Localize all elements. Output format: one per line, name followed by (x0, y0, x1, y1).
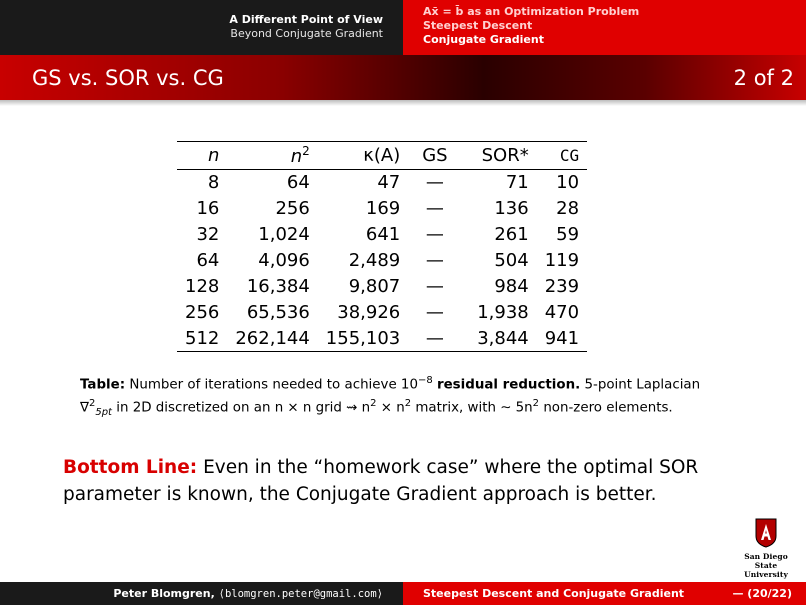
table-cell: 470 (544, 302, 580, 323)
footer-talk-info (403, 582, 806, 605)
table-cell: 941 (544, 327, 580, 349)
table-cell: — (425, 172, 444, 194)
table-cell: 64 (286, 172, 310, 194)
logo-line-1: San Diego State (744, 552, 788, 570)
iterations-table (177, 141, 587, 352)
table-cell: 3,844 (477, 327, 529, 349)
table-cell: 38,926 (337, 302, 401, 323)
nav-section-title: A Different Point of View (229, 13, 383, 26)
table-cell: 128 (185, 276, 220, 297)
table-row (177, 222, 587, 248)
bottom-line-text: Even in the “homework case” where the optimal SOR parameter is known, the Conjugate Gradient approach is better. (63, 457, 699, 505)
table-cell: 119 (544, 250, 580, 271)
table-row (177, 274, 587, 300)
table-cell: 32 (196, 224, 220, 245)
table-cell: 28 (556, 198, 580, 219)
table-cell: 10 (556, 172, 580, 194)
table-cell: 59 (556, 224, 580, 245)
table-cell: 1,024 (258, 224, 310, 245)
table-row (177, 326, 587, 352)
table-cell: — (425, 327, 444, 349)
top-navigation (0, 0, 806, 55)
table-cell: — (425, 198, 444, 219)
table-cell: 4,096 (258, 250, 310, 271)
table-cell: — (425, 224, 444, 245)
table-row (177, 196, 587, 222)
table-cell: — (425, 250, 444, 271)
table-cell: 984 (494, 276, 529, 297)
nav-subsections (403, 0, 806, 55)
table-cell: 261 (494, 224, 529, 245)
table-cell: 256 (185, 302, 220, 323)
col-header-kappa: κ(A) (363, 145, 401, 166)
table-cell: 136 (494, 198, 529, 219)
title-shadow (0, 100, 806, 106)
table-cell: 169 (365, 198, 401, 219)
footer-talk-title: Steepest Descent and Conjugate Gradient (423, 587, 685, 600)
footer-author-info (0, 582, 403, 605)
table-header-row (177, 142, 587, 170)
nav-section[interactable] (0, 0, 403, 55)
nav-section-subtitle: Beyond Conjugate Gradient (230, 27, 383, 40)
table-cell: 9,807 (348, 276, 401, 297)
footer-slide-number: — (20/22) (732, 587, 792, 600)
university-logo-emblem (755, 518, 777, 548)
table-row (177, 248, 587, 274)
col-header-n: n (207, 145, 220, 166)
frame-page-counter: 2 of 2 (733, 66, 794, 90)
footer (0, 582, 806, 605)
col-header-gs: GS (422, 145, 448, 166)
table-row (177, 170, 587, 196)
table-cell: 256 (275, 198, 310, 219)
nav-item-optimization[interactable]: Ax̄ = b̄ as an Optimization Problem (423, 5, 640, 18)
table-cell: 71 (505, 172, 529, 194)
table-cell: 2,489 (348, 250, 401, 271)
table-cell: — (425, 276, 444, 297)
col-header-n-squared: $n^2$ (290, 144, 310, 167)
table-cell: 239 (544, 276, 580, 297)
table-cell: 64 (196, 250, 220, 271)
table-cell: 155,103 (325, 327, 401, 349)
table-cell: 8 (207, 172, 220, 194)
table-row (177, 300, 587, 326)
col-header-cg: CG (559, 146, 580, 165)
col-header-sor: SOR* (481, 145, 529, 166)
table-cell: — (425, 302, 444, 323)
university-logo (733, 518, 799, 579)
table-cell: 16,384 (246, 276, 310, 297)
bottom-line-label: Bottom Line: (63, 457, 198, 478)
table-cell: 504 (494, 250, 529, 271)
table-cell: 1,938 (477, 302, 529, 323)
logo-line-2: University (744, 570, 788, 579)
table-cell: 512 (185, 327, 220, 349)
table-cell: 641 (365, 224, 401, 245)
frame-title: GS vs. SOR vs. CG (32, 66, 224, 90)
nav-item-steepest-descent[interactable]: Steepest Descent (423, 19, 533, 32)
table-cell: 47 (377, 172, 401, 194)
table-cell: 262,144 (235, 327, 310, 349)
table-caption: Table: Number of iterations needed to achieve $10^{-8}$ residual reduction. 5-point Laplacian ∇$^2_{5pt}$ in 2D discretized on an n × n grid ⇝ $n^2 \times n^2$ matrix, with ∼ $5n^2$ non-zero elements. (80, 375, 701, 419)
footer-email: ⟨blomgren.peter@gmail.com⟩ (218, 588, 383, 600)
table-cell: 16 (196, 198, 220, 219)
nav-item-conjugate-gradient[interactable]: Conjugate Gradient (423, 33, 544, 46)
frame-title-bar (0, 55, 806, 100)
table-cell: 65,536 (246, 302, 310, 323)
bottom-line-statement (63, 454, 743, 508)
footer-author: Peter Blomgren, (113, 587, 215, 600)
